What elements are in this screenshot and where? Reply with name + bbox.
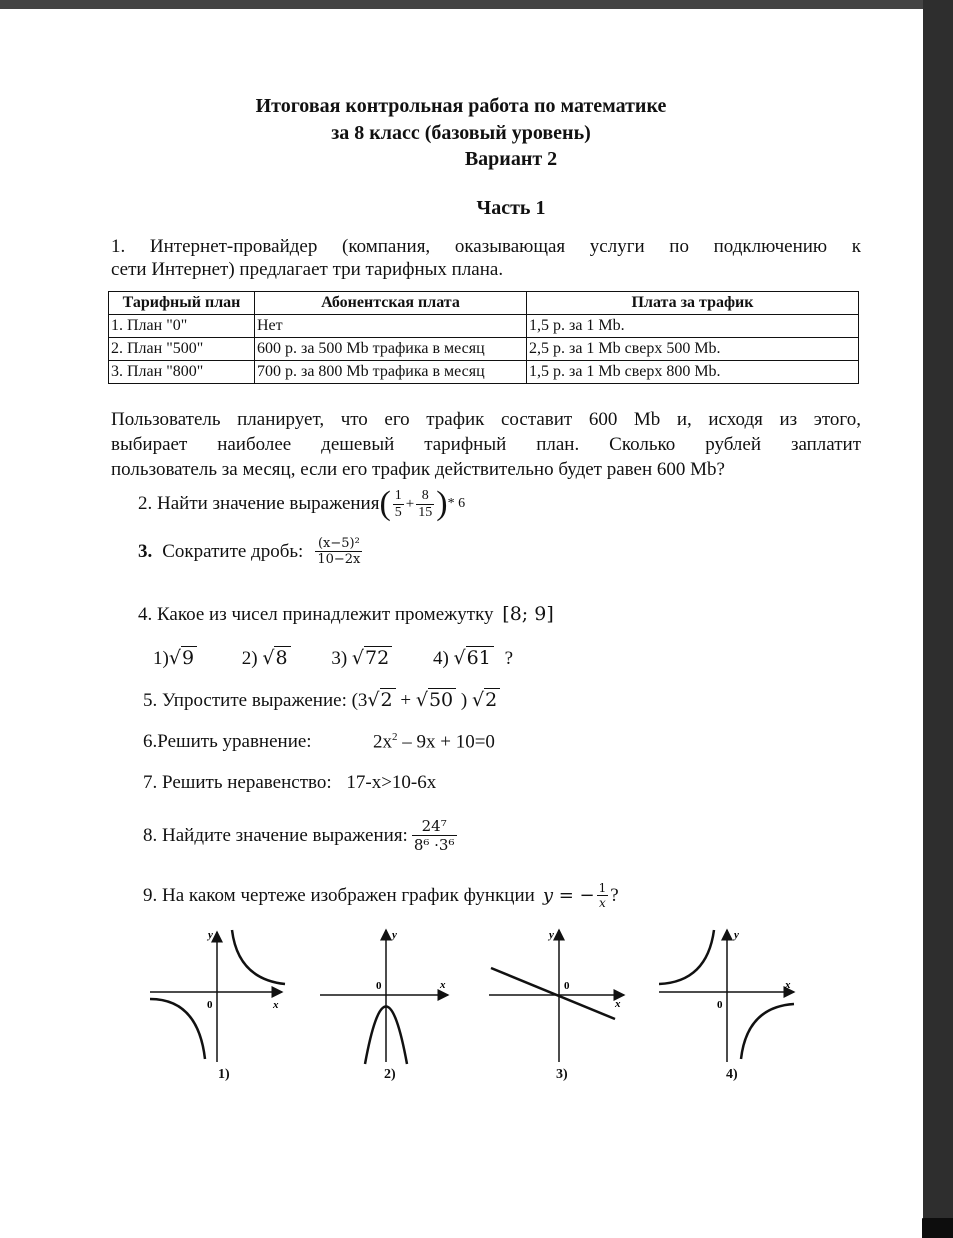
origin-label: 0	[564, 980, 570, 992]
task4-interval: [8; 9]	[502, 603, 554, 625]
axis-label-y: y	[392, 929, 397, 941]
task8	[143, 817, 459, 854]
axis-label-y: y	[549, 929, 554, 941]
table-cell: 1. План "0"	[109, 315, 255, 338]
task1-line1: 1. Интернет-провайдер (компания, оказывающая услуги по подключению к	[111, 236, 861, 257]
radicand: 8	[274, 646, 290, 669]
table-row	[109, 315, 859, 338]
task5	[143, 689, 500, 712]
close-paren: )	[460, 690, 468, 711]
table-cell: 1,5 р. за 1 Mb сверх 800 Mb.	[527, 361, 859, 384]
option-label: 1)	[153, 648, 169, 669]
axis-label-y: y	[734, 929, 739, 941]
equation-exponent: 2	[392, 731, 398, 743]
sqrt-2: √2	[367, 689, 395, 711]
graph-label-3: 3)	[556, 1067, 568, 1082]
table-header-row	[109, 292, 859, 315]
line-graph	[491, 968, 615, 1019]
task9	[143, 881, 619, 910]
plus-sign: +	[400, 690, 412, 711]
sqrt-61: √61	[454, 647, 494, 669]
viewer-top-bar	[0, 0, 953, 9]
table-header-cell: Тарифный план	[109, 292, 255, 315]
fraction-denominator: 15	[418, 504, 433, 520]
axis-label-y: y	[208, 929, 213, 941]
radicand: 50	[428, 688, 456, 711]
graph-4[interactable]	[659, 924, 799, 1069]
close-paren: )	[436, 485, 448, 522]
table-cell: 600 р. за 500 Mb трафика в месяц	[255, 338, 527, 361]
open-paren: (	[379, 485, 391, 522]
hyperbola-branch	[741, 1004, 794, 1059]
task6-text: 6.Решить уравнение:	[143, 731, 312, 752]
table-header-cell: Абонентская плата	[255, 292, 527, 315]
task7-text: 7. Решить неравенство:	[143, 772, 332, 793]
task1-line2: сети Интернет) предлагает три тарифных плана.	[111, 259, 504, 280]
table-header-cell: Плата за трафик	[527, 292, 859, 315]
radicand: 9	[181, 646, 197, 669]
fraction-numerator: 1	[394, 487, 402, 503]
task7	[143, 772, 436, 794]
graph-label-4: 4)	[726, 1067, 738, 1082]
sqrt-2: √2	[472, 689, 500, 711]
viewer-scrollbar[interactable]	[923, 0, 953, 1238]
doc-title-line2: за 8 класс (базовый уровень)	[331, 122, 591, 144]
task2-text: 2. Найти значение выражения	[138, 493, 380, 514]
fraction-numerator: 24⁷	[421, 817, 447, 835]
multiply-six: * 6	[447, 496, 466, 511]
origin-label: 0	[207, 999, 213, 1011]
axis-label-x: x	[273, 999, 279, 1011]
tariff-table	[108, 291, 859, 384]
fraction-denominator: 8⁶ ·3⁶	[413, 836, 455, 854]
table-row	[109, 361, 859, 384]
option-2	[242, 648, 291, 669]
table-cell: 3. План "800"	[109, 361, 255, 384]
task4-text: 4. Какое из чисел принадлежит промежутку	[138, 604, 494, 625]
sqrt-8: √8	[262, 647, 290, 669]
fraction-denominator: 5	[394, 504, 402, 520]
task7-inequality: 17-x>10-6x	[346, 772, 437, 793]
equation-part: – 9x + 10=0	[397, 731, 495, 753]
radicand: 2	[484, 688, 500, 711]
part-title: Часть 1	[476, 197, 546, 219]
fraction-denominator: 10−2x	[317, 552, 361, 567]
graph-1[interactable]	[150, 924, 290, 1069]
radicand: 61	[466, 646, 494, 669]
graph-label-2: 2)	[384, 1067, 396, 1082]
task6-equation	[373, 731, 495, 753]
fraction-task3	[315, 536, 362, 567]
radicand: 72	[364, 646, 392, 669]
task8-text: 8. Найдите значение выражения:	[143, 824, 408, 846]
axis-label-x: x	[440, 979, 446, 991]
hyperbola-branch	[232, 930, 285, 984]
origin-label: 0	[717, 999, 723, 1011]
function-lhs: y = −	[542, 885, 595, 906]
task4-options	[153, 647, 513, 670]
option-label: 3)	[331, 648, 348, 669]
axis-label-x: x	[615, 998, 621, 1010]
fraction-numerator: 1	[598, 881, 607, 895]
table-cell: 1,5 р. за 1 Mb.	[527, 315, 859, 338]
option-3	[331, 648, 392, 669]
task9-text: 9. На каком чертеже изображен график функции	[143, 884, 535, 906]
axis-label-x: x	[785, 979, 791, 991]
fraction-numerator: 8	[421, 487, 429, 503]
graph-2[interactable]	[320, 924, 455, 1069]
fraction-numerator: (x−5)²	[317, 536, 360, 551]
sqrt-50: √50	[416, 689, 456, 711]
task1-question-line1: Пользователь планирует, что его трафик составит 600 Mb и, исходя из этого,	[111, 409, 861, 430]
fraction-denominator: x	[597, 895, 609, 910]
doc-title-line1: Итоговая контрольная работа по математике	[255, 95, 667, 117]
hyperbola-branch	[150, 999, 205, 1059]
table-cell: 2,5 р. за 1 Mb сверх 500 Mb.	[527, 338, 859, 361]
function-fraction	[597, 881, 609, 910]
fraction-task8	[412, 817, 457, 854]
hyperbola-branch	[659, 930, 714, 984]
table-row	[109, 338, 859, 361]
task1-question-line2: выбирает наиболее дешевый тарифный план. Сколько рублей заплатит	[111, 434, 861, 455]
task4-question	[138, 603, 554, 626]
option-label: 2)	[241, 648, 258, 669]
document-page	[0, 9, 922, 1238]
task9-end: ?	[610, 884, 619, 906]
task3	[138, 536, 364, 567]
equation-part: 2x	[373, 731, 392, 753]
radicand: 2	[380, 688, 396, 711]
sqrt-9: √9	[169, 647, 197, 669]
variant-title: Вариант 2	[464, 148, 558, 170]
graph-label-1: 1)	[218, 1067, 230, 1082]
option-1	[153, 648, 197, 669]
plus-sign: +	[405, 495, 415, 512]
task5-text: 5. Упростите выражение: (3	[143, 690, 368, 711]
graph-3[interactable]	[489, 924, 629, 1069]
task4-end: ?	[504, 648, 513, 669]
table-cell: 700 р. за 800 Mb трафика в месяц	[255, 361, 527, 384]
fraction-1-5	[393, 488, 404, 521]
sqrt-72: √72	[352, 647, 392, 669]
task1-question-line3: пользователь за месяц, если его трафик действительно будет равен 600 Mb?	[111, 459, 725, 480]
table-cell: Нет	[255, 315, 527, 338]
table-cell: 2. План "500"	[109, 338, 255, 361]
task3-text: Сократите дробь:	[162, 540, 304, 562]
fraction-8-15	[416, 488, 434, 521]
option-label: 4)	[432, 648, 449, 669]
origin-label: 0	[376, 980, 382, 992]
option-4	[433, 648, 494, 669]
task3-number: 3.	[138, 540, 153, 562]
task2	[138, 487, 465, 521]
